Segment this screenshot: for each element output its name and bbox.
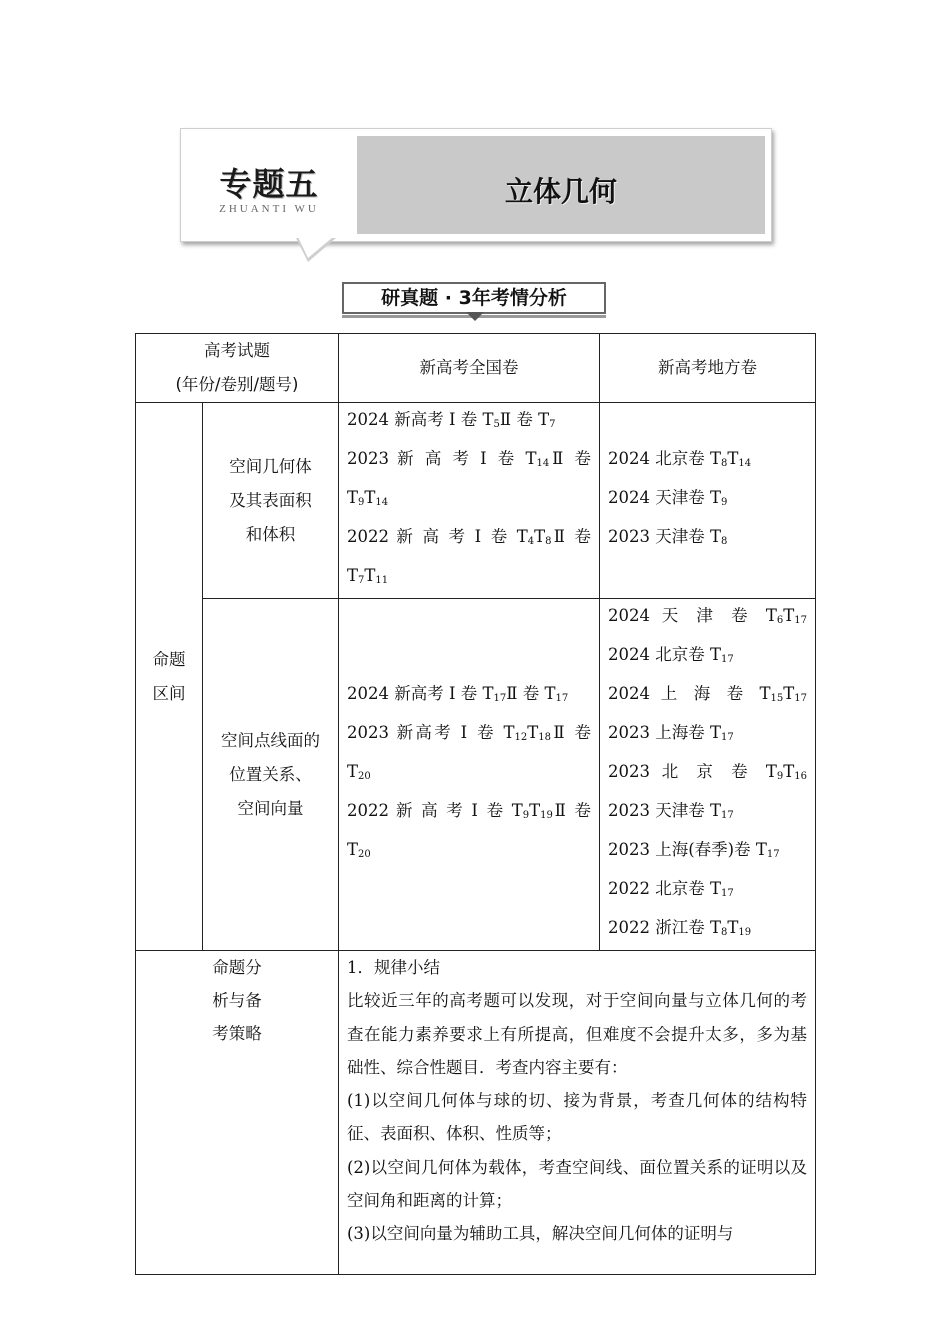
- table-row: [136, 599, 816, 951]
- exam-ref: $T_{20}$: [347, 762, 371, 782]
- exam-ref: 2023 上海卷 $T_{17}$: [608, 723, 734, 743]
- exam-ref: 2023 新 高 考 Ⅰ 卷 $T_{14}Ⅱ$ 卷: [347, 449, 592, 469]
- strategy-label-line: 析与备: [212, 991, 262, 1010]
- strategy-paragraph: (1)以空间几何体与球的切、接为背景，考查几何体的结构特征、表面积、体积、性质等；: [347, 1091, 807, 1144]
- topic-position-vector: [203, 599, 339, 951]
- chapter-number-pinyin: ZHUANTI WU: [219, 203, 319, 215]
- exam-ref: 2024 北京卷 $T_{17}$: [608, 645, 734, 665]
- topic-line: 空间点线面的: [221, 730, 320, 750]
- group-label-line1: 命题: [152, 649, 186, 669]
- topic-line: 和体积: [245, 524, 296, 544]
- exam-ref: 2022 新 高 考 Ⅰ 卷 $T_9T_{19}Ⅱ$ 卷: [347, 801, 591, 821]
- exam-ref: $T_{20}$: [347, 840, 371, 860]
- strategy-label-cell: [136, 951, 339, 1275]
- table-row: [136, 403, 816, 599]
- exam-ref: 2024 天 津 卷 $T_6T_{17}$: [608, 606, 807, 626]
- exam-ref: 2022 北京卷 $T_{17}$: [608, 879, 734, 899]
- group-label-cell: [136, 403, 203, 951]
- chapter-title: 立体几何: [504, 175, 617, 208]
- section-label-arrow: [466, 312, 484, 321]
- header-national: 新高考全国卷: [339, 334, 600, 403]
- topic-line: 空间向量: [237, 798, 304, 818]
- header-local: 新高考地方卷: [600, 334, 816, 403]
- strategy-paragraph: (2)以空间几何体为载体，考查空间线、面位置关系的证明以及空间角和距离的计算；: [347, 1157, 807, 1211]
- exam-ref: 2024 上 海 卷 $T_{15}T_{17}$: [608, 684, 807, 704]
- header-exam-items-line1: 高考试题: [204, 341, 270, 360]
- topic-geometry-volume: [203, 403, 339, 599]
- exam-ref: $T_9T_{14}$: [347, 488, 389, 508]
- group-label-line2: 区间: [152, 683, 186, 703]
- strategy-label-line: 考策略: [212, 1024, 262, 1043]
- table-row: [136, 951, 816, 1275]
- exam-ref: $T_7T_{11}$: [347, 566, 389, 586]
- national-exams-cell: [339, 599, 600, 951]
- exam-ref: 2024 新高考 Ⅰ 卷 $T_5Ⅱ$ 卷 $T_7$: [347, 410, 556, 430]
- exam-ref: 2023 新高考 Ⅰ 卷 $T_{12}T_{18}Ⅱ$ 卷: [347, 723, 591, 743]
- header-exam-items-line2: (年份/卷别/题号): [175, 375, 299, 394]
- strategy-content-cell: [339, 951, 816, 1275]
- local-exams-cell: [600, 403, 816, 599]
- exam-ref: 2023 上海(春季)卷 $T_{17}$: [608, 840, 780, 860]
- exam-ref: 2023 天津卷 $T_{17}$: [608, 801, 734, 821]
- chapter-title-block: [357, 136, 765, 234]
- local-exams-cell: [600, 599, 816, 951]
- strategy-heading: 1．规律小结: [347, 958, 440, 977]
- section-label: 研真题 · 3年考情分析: [342, 282, 606, 314]
- exam-ref: 2024 北京卷 $T_8T_{14}$: [608, 449, 752, 469]
- banner-tail-inner: [298, 237, 333, 258]
- header-exam-items: [136, 334, 339, 403]
- exam-ref: 2022 新 高 考 Ⅰ 卷 $T_4T_8Ⅱ$ 卷: [347, 527, 591, 547]
- strategy-label-line: 命题分: [212, 958, 262, 977]
- chapter-banner: [180, 128, 772, 242]
- exam-ref: 2023 天津卷 $T_8$: [608, 527, 728, 547]
- topic-line: 空间几何体: [229, 456, 312, 476]
- chapter-number: 专题五: [219, 165, 319, 203]
- topic-line: 及其表面积: [229, 490, 312, 510]
- exam-ref: 2022 浙江卷 $T_8T_{19}$: [608, 918, 752, 938]
- exam-ref: 2024 天津卷 $T_9$: [608, 488, 728, 508]
- chapter-number-block: [181, 129, 357, 241]
- strategy-paragraph: (3)以空间向量为辅助工具，解决空间几何体的证明与: [347, 1224, 734, 1244]
- exam-analysis-table: [135, 333, 816, 1275]
- exam-ref: 2023 北 京 卷 $T_9T_{16}$: [608, 762, 807, 782]
- exam-ref: 2024 新高考 Ⅰ 卷 $T_{17}Ⅱ$ 卷 $T_{17}$: [347, 684, 569, 704]
- table-header-row: [136, 334, 816, 403]
- strategy-paragraph: 比较近三年的高考题可以发现，对于空间向量与立体几何的考查在能力素养要求上有所提高，但难度不会提升太多，多为基础性、综合性题目．考查内容主要有：: [347, 991, 807, 1077]
- topic-line: 位置关系、: [229, 764, 312, 784]
- national-exams-cell: [339, 403, 600, 599]
